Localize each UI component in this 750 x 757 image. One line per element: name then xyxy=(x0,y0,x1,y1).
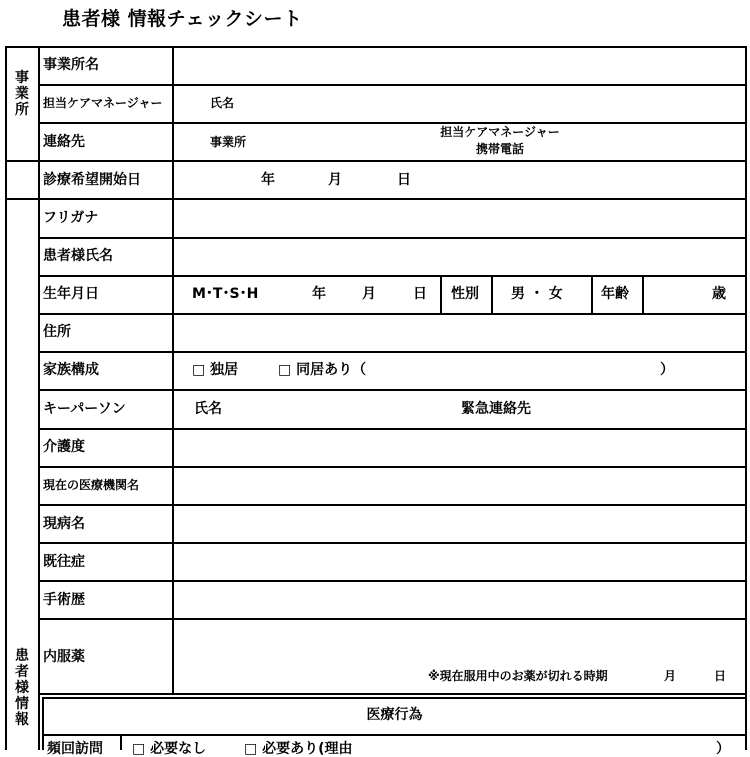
visit-needed-option: □ 必要あり(理由 xyxy=(244,741,353,757)
key-person-name-label: 氏名 xyxy=(194,401,222,417)
label-furigana: フリガナ xyxy=(43,210,99,226)
birthdate-month: 月 xyxy=(362,286,376,302)
label-birthdate: 生年月日 xyxy=(43,286,99,302)
medication-day: 日 xyxy=(714,669,727,683)
section-label-office: 事業所 xyxy=(15,70,29,118)
family-alone-option: □ 独居 xyxy=(192,362,239,378)
section-label-patient: 患者様情報 xyxy=(15,648,29,728)
key-person-emergency-label: 緊急連絡先 xyxy=(461,401,531,417)
birthdate-year: 年 xyxy=(312,286,326,302)
label-family: 家族構成 xyxy=(43,362,99,378)
family-together-option: □ 同居あり（ xyxy=(278,362,367,378)
label-contact-office: 事業所 xyxy=(210,135,247,149)
sex-value: 男 ・ 女 xyxy=(511,286,563,302)
label-age: 年齢 xyxy=(601,286,629,302)
start-date-year: 年 xyxy=(261,172,275,188)
label-past-history: 既往症 xyxy=(43,554,85,570)
visit-unneeded-option: □ 必要なし xyxy=(132,741,207,757)
label-contact-cm-line2: 携帯電話 xyxy=(475,142,524,156)
start-date-month: 月 xyxy=(328,172,342,188)
label-current-hospital: 現在の医療機関名 xyxy=(43,478,140,492)
label-frequent-visit: 頻回訪問 xyxy=(47,741,103,757)
label-patient-name: 患者様氏名 xyxy=(43,248,113,264)
label-current-disease: 現病名 xyxy=(43,516,85,532)
medication-note: ※現在服用中のお薬が切れる時期 xyxy=(428,669,608,683)
label-care-level: 介護度 xyxy=(43,439,85,455)
label-office-name: 事業所名 xyxy=(43,57,99,73)
label-care-manager: 担当ケアマネージャー xyxy=(43,96,163,110)
label-start-date: 診療希望開始日 xyxy=(43,172,141,188)
label-medication: 内服薬 xyxy=(43,649,85,665)
medical-acts-header: 医療行為 xyxy=(366,707,423,723)
label-contact: 連絡先 xyxy=(43,134,85,150)
visit-close-paren: ） xyxy=(716,741,730,757)
label-sex: 性別 xyxy=(451,286,479,302)
birthdate-era: M･T･S･H xyxy=(192,286,259,302)
age-unit: 歳 xyxy=(712,286,726,302)
label-surgery-history: 手術歴 xyxy=(43,592,85,608)
start-date-day: 日 xyxy=(397,172,411,188)
label-contact-cm-line1: 担当ケアマネージャー xyxy=(440,125,560,139)
label-care-manager-name: 氏名 xyxy=(210,96,235,110)
page-title: 患者様 情報チェックシート xyxy=(62,8,303,30)
medication-month: 月 xyxy=(664,669,677,683)
label-key-person: キーパーソン xyxy=(43,401,126,417)
label-address: 住所 xyxy=(43,324,71,340)
birthdate-day: 日 xyxy=(413,286,427,302)
family-close-paren: ） xyxy=(660,362,674,378)
